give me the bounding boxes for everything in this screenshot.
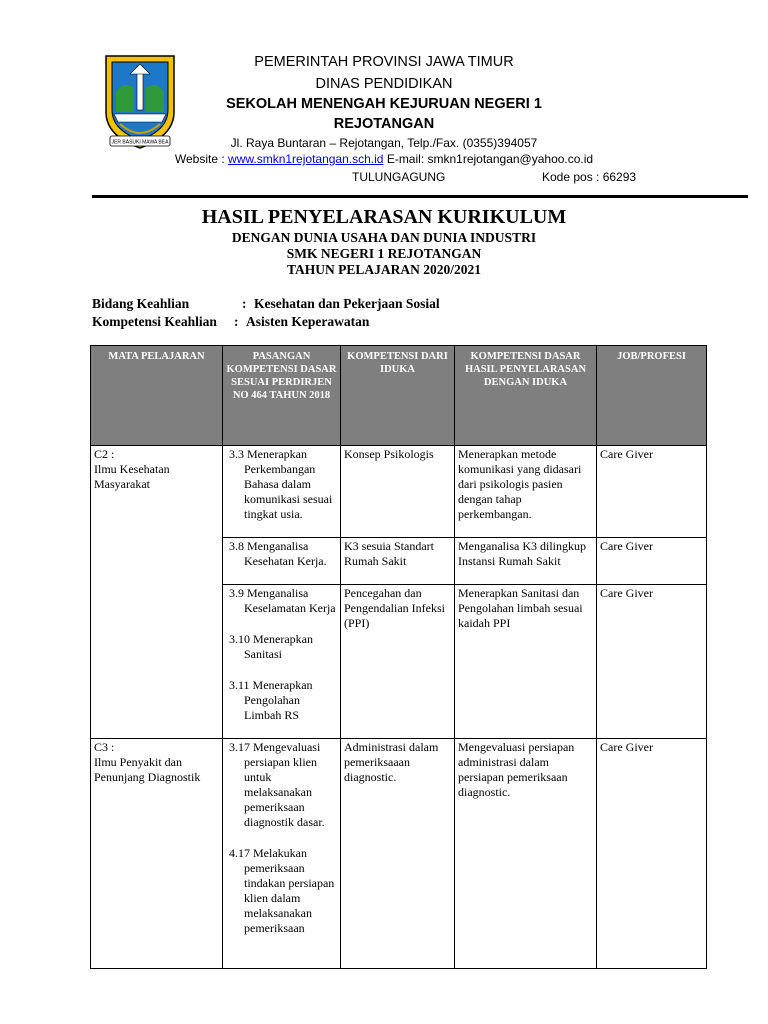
kd-item: 3.17 Mengevaluasi persiapan klien untuk melaksanakan pemeriksaan diagnostik dasar. <box>229 740 325 829</box>
bidang-keahlian-row <box>92 296 440 312</box>
kd-cell <box>223 739 341 969</box>
iduka-cell: Konsep Psikologis <box>341 446 455 538</box>
kop-contact-line <box>0 152 768 166</box>
header-kompetensi-iduka: KOMPETENSI DARI IDUKA <box>341 346 455 446</box>
subject-code: C3 : <box>94 740 115 754</box>
iduka-cell: Administrasi dalam pemeriksaaan diagnostic. <box>341 739 455 969</box>
bidang-value: Kesehatan dan Pekerjaan Sosial <box>254 296 440 311</box>
kd-cell <box>223 538 341 585</box>
iduka-cell: Pencegahan dan Pengendalian Infeksi (PPI) <box>341 585 455 739</box>
kop-school-town: REJOTANGAN <box>333 116 435 132</box>
subject-cell <box>91 446 223 739</box>
subject-code: C2 : <box>94 447 115 461</box>
kompetensi-value: Asisten Keperawatan <box>246 314 370 329</box>
kop-school-name: SEKOLAH MENENGAH KEJURUAN NEGERI 1 <box>226 96 542 112</box>
job-cell: Care Giver <box>597 538 707 585</box>
kop-city: TULUNGAGUNG <box>352 170 446 184</box>
kompetensi-keahlian-row <box>92 314 369 330</box>
kop-postcode: Kode pos : 66293 <box>542 170 637 184</box>
kd-cell <box>223 446 341 538</box>
website-link[interactable]: www.smkn1rejotangan.sch.id <box>228 152 384 166</box>
website-label: Website : <box>174 152 225 166</box>
document-subtitle-2: SMK NEGERI 1 REJOTANGAN <box>286 246 482 261</box>
bidang-separator: : <box>242 296 247 311</box>
table-row <box>91 739 707 969</box>
job-cell: Care Giver <box>597 446 707 538</box>
hasil-cell: Mengevaluasi persiapan administrasi dalam persiapan pemeriksaan diagnostic. <box>455 739 597 969</box>
document-subtitle-1: DENGAN DUNIA USAHA DAN DUNIA INDUSTRI <box>231 230 537 245</box>
subject-name: Ilmu Kesehatan Masyarakat <box>94 462 170 491</box>
hasil-cell: Menganalisa K3 dilingkup Instansi Rumah Sakit <box>455 538 597 585</box>
kop-line-dinas: DINAS PENDIDIKAN <box>315 76 453 92</box>
hasil-cell: Menerapkan metode komunikasi yang didasari dari psikologis pasien dengan tahap perkembangan. <box>455 446 597 538</box>
header-pasangan-kd: PASANGAN KOMPETENSI DASAR SESUAI PERDIRJEN NO 464 TAHUN 2018 <box>223 346 341 446</box>
header-job-profesi: JOB/PROFESI <box>597 346 707 446</box>
hasil-cell: Menerapkan Sanitasi dan Pengolahan limbah sesuai kaidah PPI <box>455 585 597 739</box>
job-cell: Care Giver <box>597 739 707 969</box>
letterhead-divider <box>92 195 748 198</box>
kd-cell <box>223 585 341 739</box>
curriculum-table <box>90 345 707 969</box>
kd-item: 3.9 Menganalisa Keselamatan Kerja <box>229 586 336 615</box>
header-mata-pelajaran: MATA PELAJARAN <box>91 346 223 446</box>
kd-item: 4.17 Melakukan pemeriksaan tindakan persiapan klien dalam melaksanakan pemeriksaan <box>229 846 335 935</box>
kd-item: 3.11 Menerapkan Pengolahan Limbah RS <box>229 678 313 722</box>
subject-cell <box>91 739 223 969</box>
table-header-row <box>91 346 707 446</box>
header-kd-hasil: KOMPETENSI DASAR HASIL PENYELARASAN DENGAN IDUKA <box>455 346 597 446</box>
job-cell: Care Giver <box>597 585 707 739</box>
iduka-cell: K3 sesuia Standart Rumah Sakit <box>341 538 455 585</box>
document-title: HASIL PENYELARASAN KURIKULUM <box>201 206 567 228</box>
bidang-label: Bidang Keahlian <box>92 296 190 311</box>
subject-name: Ilmu Penyakit dan Penunjang Diagnostik <box>94 755 201 784</box>
logo-motto: JER BASUKI MAWA BEA <box>111 139 169 146</box>
kompetensi-separator: : <box>234 314 239 329</box>
table-row <box>91 446 707 538</box>
document-subtitle-3: TAHUN PELAJARAN 2020/2021 <box>286 262 481 277</box>
kompetensi-label: Kompetensi Keahlian <box>92 314 217 329</box>
kd-item: 3.3 Menerapkan Perkembangan Bahasa dalam komunikasi sesuai tingkat usia. <box>229 447 333 521</box>
kop-address: Jl. Raya Buntaran – Rejotangan, Telp./Fax. (0355)394057 <box>230 136 538 150</box>
kd-item: 3.10 Menerapkan Sanitasi <box>229 632 313 661</box>
email-text: E-mail: smkn1rejotangan@yahoo.co.id <box>386 152 594 166</box>
kop-line-province: PEMERINTAH PROVINSI JAWA TIMUR <box>254 54 514 70</box>
kd-item: 3.8 Menganalisa Kesehatan Kerja. <box>229 539 327 568</box>
